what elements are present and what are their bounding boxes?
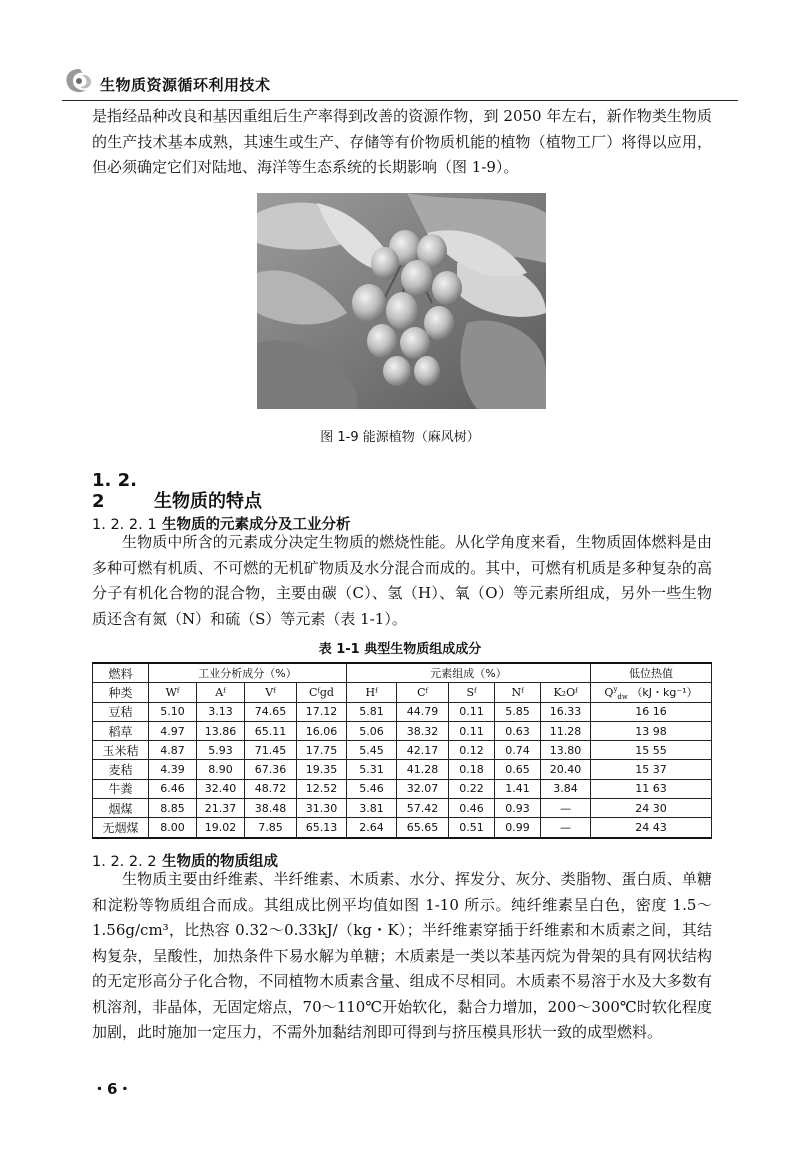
table-cell: 24 30 [591,799,712,818]
table-cell: 1.41 [495,779,541,798]
table-cell: 24 43 [591,818,712,838]
table-cell: 5.46 [347,779,397,798]
table-cell: 0.99 [495,818,541,838]
table-cell: 15 55 [591,741,712,760]
table-cell: 0.18 [449,760,495,779]
table-cell: 0.11 [449,721,495,740]
table-cell: 7.85 [245,818,297,838]
subheader-cell: Aᶠ [197,683,245,702]
table-cell: 4.87 [149,741,197,760]
table-cell: 38.48 [245,799,297,818]
table-cell: 16 16 [591,702,712,721]
subheader-cell: Cᶠ [397,683,449,702]
table-cell: 16.06 [297,721,347,740]
table-cell: 3.13 [197,702,245,721]
table-cell: 4.39 [149,760,197,779]
table-cell: 44.79 [397,702,449,721]
table-cell: 16.33 [541,702,591,721]
table-title: 表 1-1 典型生物质组成成分 [318,642,482,657]
table-row [93,721,712,740]
table-cell: 3.84 [541,779,591,798]
table-cell: 67.36 [245,760,297,779]
table-cell: 8.90 [197,760,245,779]
subheader-cell: Sᶠ [449,683,495,702]
table-cell: 13 98 [591,721,712,740]
table-row [93,741,712,760]
table-cell: 5.10 [149,702,197,721]
table-cell: 2.64 [347,818,397,838]
table-cell: 0.46 [449,799,495,818]
table-cell: 8.00 [149,818,197,838]
table-cell: — [541,799,591,818]
subsection-number-2: 1. 2. 2. 2 [92,854,157,870]
table-cell: 17.75 [297,741,347,760]
table-row [93,779,712,798]
figure-photo-jatropha [257,193,546,409]
table-row [93,818,712,838]
table-cell: 5.06 [347,721,397,740]
table-cell: 0.11 [449,702,495,721]
table-row [93,760,712,779]
table-row [93,702,712,721]
header-fuel-line2: 种类 [93,683,149,702]
table-cell: 65.11 [245,721,297,740]
running-header [62,66,738,101]
table-cell: 5.85 [495,702,541,721]
header-heat-line1: 低位热值 [591,663,712,683]
composition-table [92,662,712,839]
table-header-row-1 [93,663,712,683]
intro-paragraph: 是指经品种改良和基因重组后生产率得到改善的资源作物，到 2050 年左右，新作物类生物质的生产技术基本成熟，其速生或生产、存储等有价物质机能的植物（植物工厂）将得以应用，但必须确定它们对陆地、海洋等生态系统的长期影响（图 1-9）。 [92,107,712,176]
table-cell: 74.65 [245,702,297,721]
subheader-cell: Hᶠ [347,683,397,702]
section-number: 1. 2. 2 [92,470,137,512]
subheader-cell: Cᶠgd [297,683,347,702]
table-cell: 42.17 [397,741,449,760]
fuel-name-cell: 麦秸 [93,760,149,779]
heat-unit: （kJ・kg⁻¹） [631,685,698,699]
subheader-cell: Nᶠ [495,683,541,702]
fuel-name-cell: 牛粪 [93,779,149,798]
fuel-name-cell: 烟煤 [93,799,149,818]
table-cell: 41.28 [397,760,449,779]
table-cell: 12.52 [297,779,347,798]
heat-symbol: $Q^y_{dw}$ [604,685,628,702]
table-cell: — [541,818,591,838]
header-fuel-line1: 燃料 [93,663,149,683]
table-cell: 6.46 [149,779,197,798]
table-cell: 19.35 [297,760,347,779]
table-cell: 0.63 [495,721,541,740]
table-cell: 32.40 [197,779,245,798]
table-cell: 20.40 [541,760,591,779]
table-cell: 5.81 [347,702,397,721]
fuel-name-cell: 豆秸 [93,702,149,721]
table-cell: 65.65 [397,818,449,838]
header-industrial: 工业分析成分（%） [149,663,347,683]
table-cell: 11.28 [541,721,591,740]
subsection-number-1: 1. 2. 2. 1 [92,517,157,533]
table-cell: 4.97 [149,721,197,740]
subsection-title-2: 生物质的物质组成 [162,854,278,870]
subheader-cell: Wᶠ [149,683,197,702]
table-cell: 5.93 [197,741,245,760]
table-cell: 3.81 [347,799,397,818]
table-cell: 8.85 [149,799,197,818]
table-cell: 71.45 [245,741,297,760]
table-cell: 0.65 [495,760,541,779]
running-header-title: 生物质资源循环利用技术 [100,76,271,94]
section-title: 生物质的特点 [154,491,262,512]
subsection-paragraph-1: 生物质中所含的元素成分决定生物质的燃烧性能。从化学角度来看，生物质固体燃料是由多种可燃有机质、不可燃的无机矿物质及水分混合而成的。其中，可燃有机质是多种复杂的高分子有机化合物的混合物，主要由碳（C）、氢（H）、氧（O）等元素所组成，另外一些生物质还含有氮（N）和硫（S）等元素（表 1-1）。 [92,533,712,628]
subsection-title-1: 生物质的元素成分及工业分析 [162,517,351,533]
table-cell: 65.13 [297,818,347,838]
book-logo-icon [62,66,96,96]
table-cell: 31.30 [297,799,347,818]
page-number: ・6・ [92,1080,133,1098]
table-row [93,799,712,818]
table-cell: 0.93 [495,799,541,818]
table-cell: 15 37 [591,760,712,779]
table-header-row-2 [93,683,712,702]
table-cell: 13.86 [197,721,245,740]
table-cell: 0.22 [449,779,495,798]
table-cell: 32.07 [397,779,449,798]
fuel-name-cell: 稻草 [93,721,149,740]
subheader-cell: K₂Oᶠ [541,683,591,702]
table-cell: 0.12 [449,741,495,760]
table-cell: 5.45 [347,741,397,760]
fuel-name-cell: 玉米秸 [93,741,149,760]
table-cell: 57.42 [397,799,449,818]
table-cell: 17.12 [297,702,347,721]
table-cell: 48.72 [245,779,297,798]
table-cell: 11 63 [591,779,712,798]
header-heat-unit [591,683,712,702]
table-cell: 38.32 [397,721,449,740]
fuel-name-cell: 无烟煤 [93,818,149,838]
table-cell: 0.74 [495,741,541,760]
header-elemental: 元素组成（%） [347,663,591,683]
table-cell: 21.37 [197,799,245,818]
figure-caption: 图 1-9 能源植物（麻风树） [320,430,480,445]
table-cell: 0.51 [449,818,495,838]
section-heading [92,470,262,513]
subsection-paragraph-2: 生物质主要由纤维素、半纤维素、木质素、水分、挥发分、灰分、类脂物、蛋白质、单糖和淀粉等物质组合而成。其组成比例平均值如图 1-10 所示。纯纤维素呈白色，密度 1.5～1.56g/cm³，比热容 0.32～0.33kJ/（kg・K）；半纤维素穿插于纤维素和木质素之间，其结构复杂，呈酸性，加热条件下易水解为单糖；木质素是一类以苯基丙烷为骨架的具有网状结构的无定形高分子化合物，不同植物木质素含量、组成不尽相同。木质素不易溶于水及大多数有机溶剂，非晶体，无固定熔点，70～110℃开始软化，黏合力增加，200～300℃时软化程度加剧，此时施加一定压力，不需外加黏结剂即可得到与挤压模具形状一致的成型燃料。 [92,870,712,1041]
table-cell: 5.31 [347,760,397,779]
table-cell: 19.02 [197,818,245,838]
table-cell: 13.80 [541,741,591,760]
subheader-cell: Vᶠ [245,683,297,702]
